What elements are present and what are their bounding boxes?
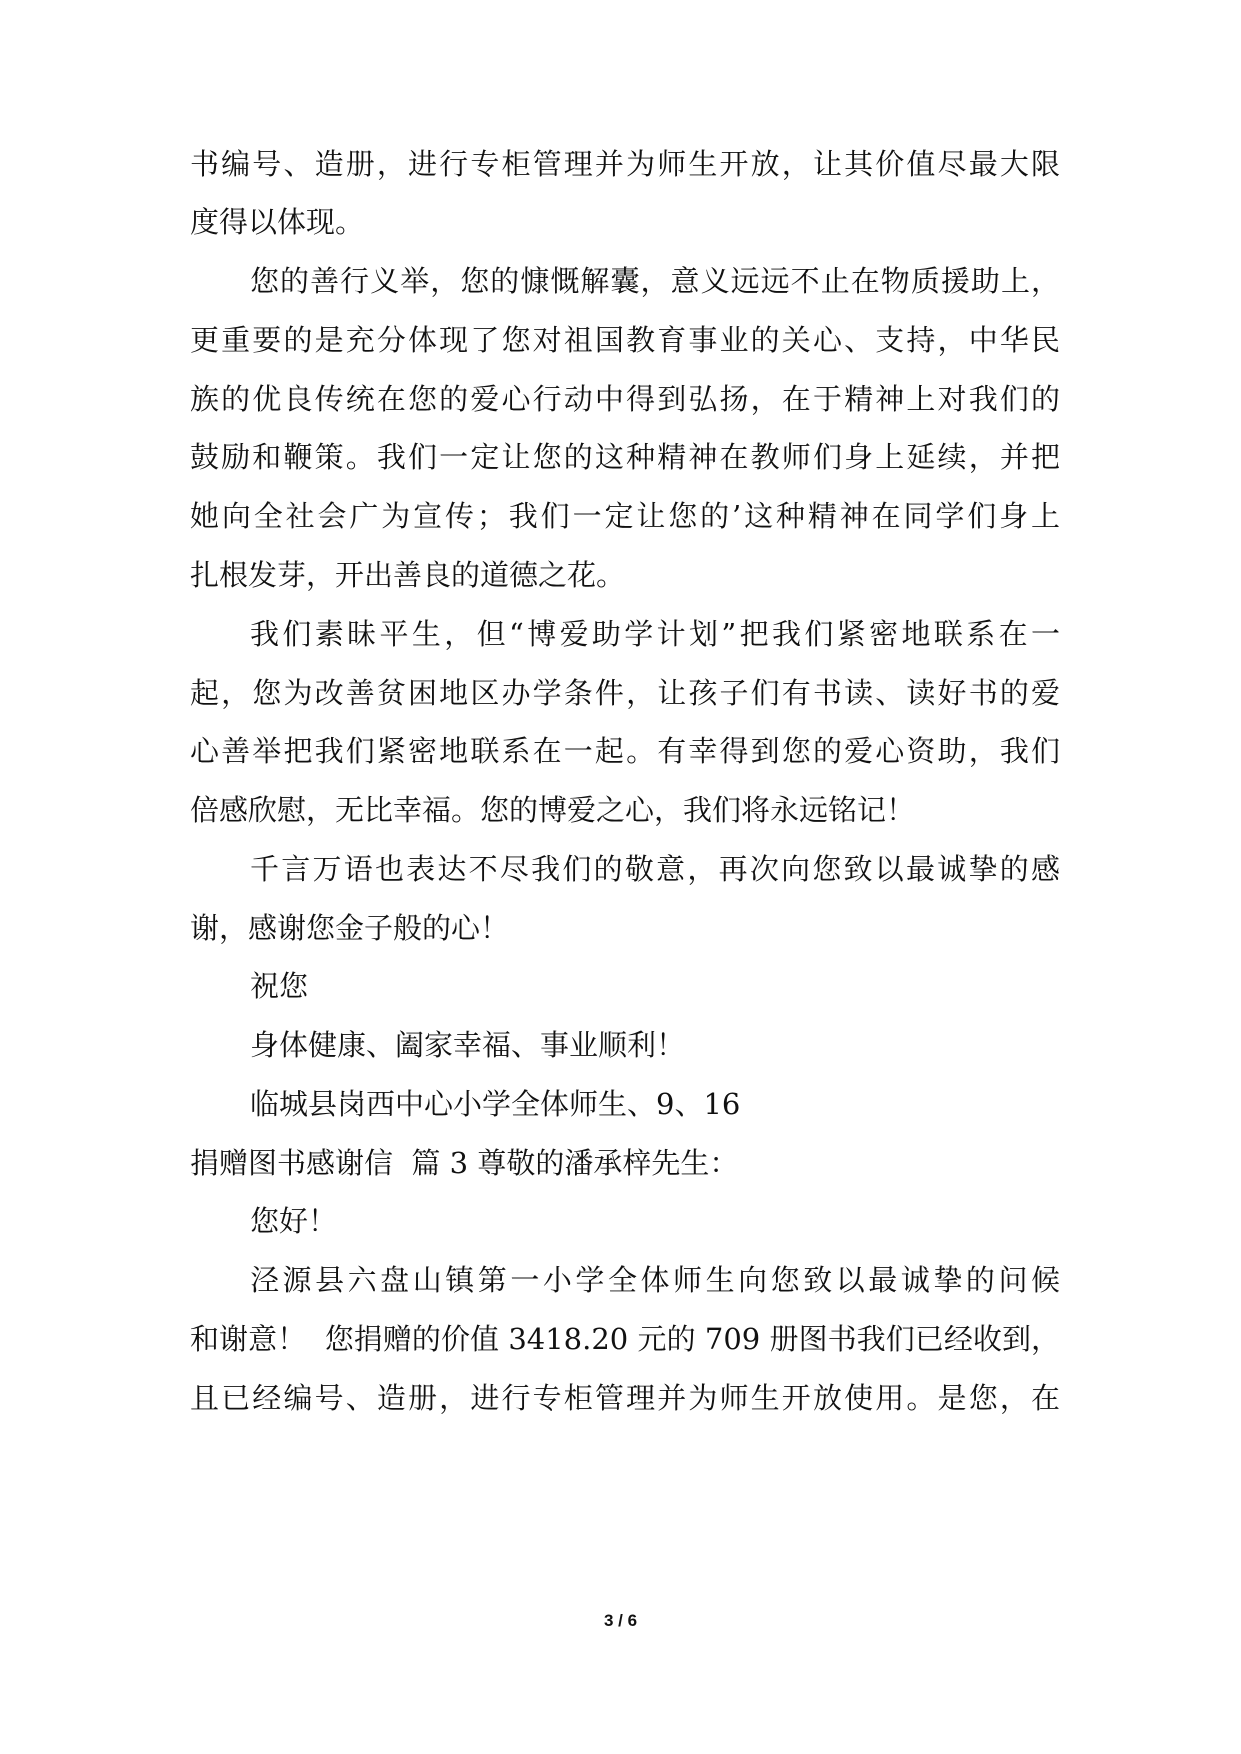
text-line: 千言万语也表达不尽我们的敬意，再次向您致以最诚挚的感 bbox=[250, 852, 1060, 886]
text-line: 扎根发芽，开出善良的道德之花。 bbox=[190, 558, 626, 592]
text-line: 您的善行义举，您的慷慨解囊，意义远远不止在物质援助上， bbox=[250, 264, 1060, 298]
text-line: 且已经编号、造册，进行专柜管理并为师生开放使用。是您，在 bbox=[190, 1381, 1060, 1415]
text-line: 泾源县六盘山镇第一小学全体师生向您致以最诚挚的问候 bbox=[250, 1263, 1060, 1297]
text-line: 临城县岗西中心小学全体师生、9、16 bbox=[250, 1087, 741, 1121]
text-line: 谢，感谢您金子般的心！ bbox=[190, 911, 510, 945]
text-line: 您好！ bbox=[250, 1204, 338, 1238]
text-line: 倍感欣慰，无比幸福。您的博爱之心，我们将永远铭记！ bbox=[190, 793, 916, 827]
text-line: 更重要的是充分体现了您对祖国教育事业的关心、支持，中华民 bbox=[190, 323, 1060, 357]
text-line: 和谢意！ 您捐赠的价值 3418.20 元的 709 册图书我们已经收到， bbox=[190, 1322, 1060, 1356]
text-line: 度得以体现。 bbox=[190, 205, 365, 239]
text-line: 祝您 bbox=[250, 969, 309, 1003]
page-indicator: 3 / 6 bbox=[603, 1611, 638, 1630]
text-line: 她向全社会广为宣传；我们一定让您的’这种精神在同学们身上 bbox=[190, 499, 1060, 533]
text-line: 心善举把我们紧密地联系在一起。有幸得到您的爱心资助，我们 bbox=[190, 734, 1060, 768]
text-line: 族的优良传统在您的爱心行动中得到弘扬，在于精神上对我们的 bbox=[190, 382, 1060, 416]
text-line: 我们素昧平生，但“博爱助学计划”把我们紧密地联系在一 bbox=[250, 617, 1060, 651]
text-line: 鼓励和鞭策。我们一定让您的这种精神在教师们身上延续，并把 bbox=[190, 440, 1060, 474]
text-line: 书编号、造册，进行专柜管理并为师生开放，让其价值尽最大限 bbox=[190, 147, 1060, 181]
text-line: 起，您为改善贫困地区办学条件，让孩子们有书读、读好书的爱 bbox=[190, 676, 1060, 710]
text-line: 身体健康、阖家幸福、事业顺利！ bbox=[250, 1028, 686, 1062]
text-line: 捐赠图书感谢信 篇 3 尊敬的潘承梓先生： bbox=[190, 1146, 739, 1180]
